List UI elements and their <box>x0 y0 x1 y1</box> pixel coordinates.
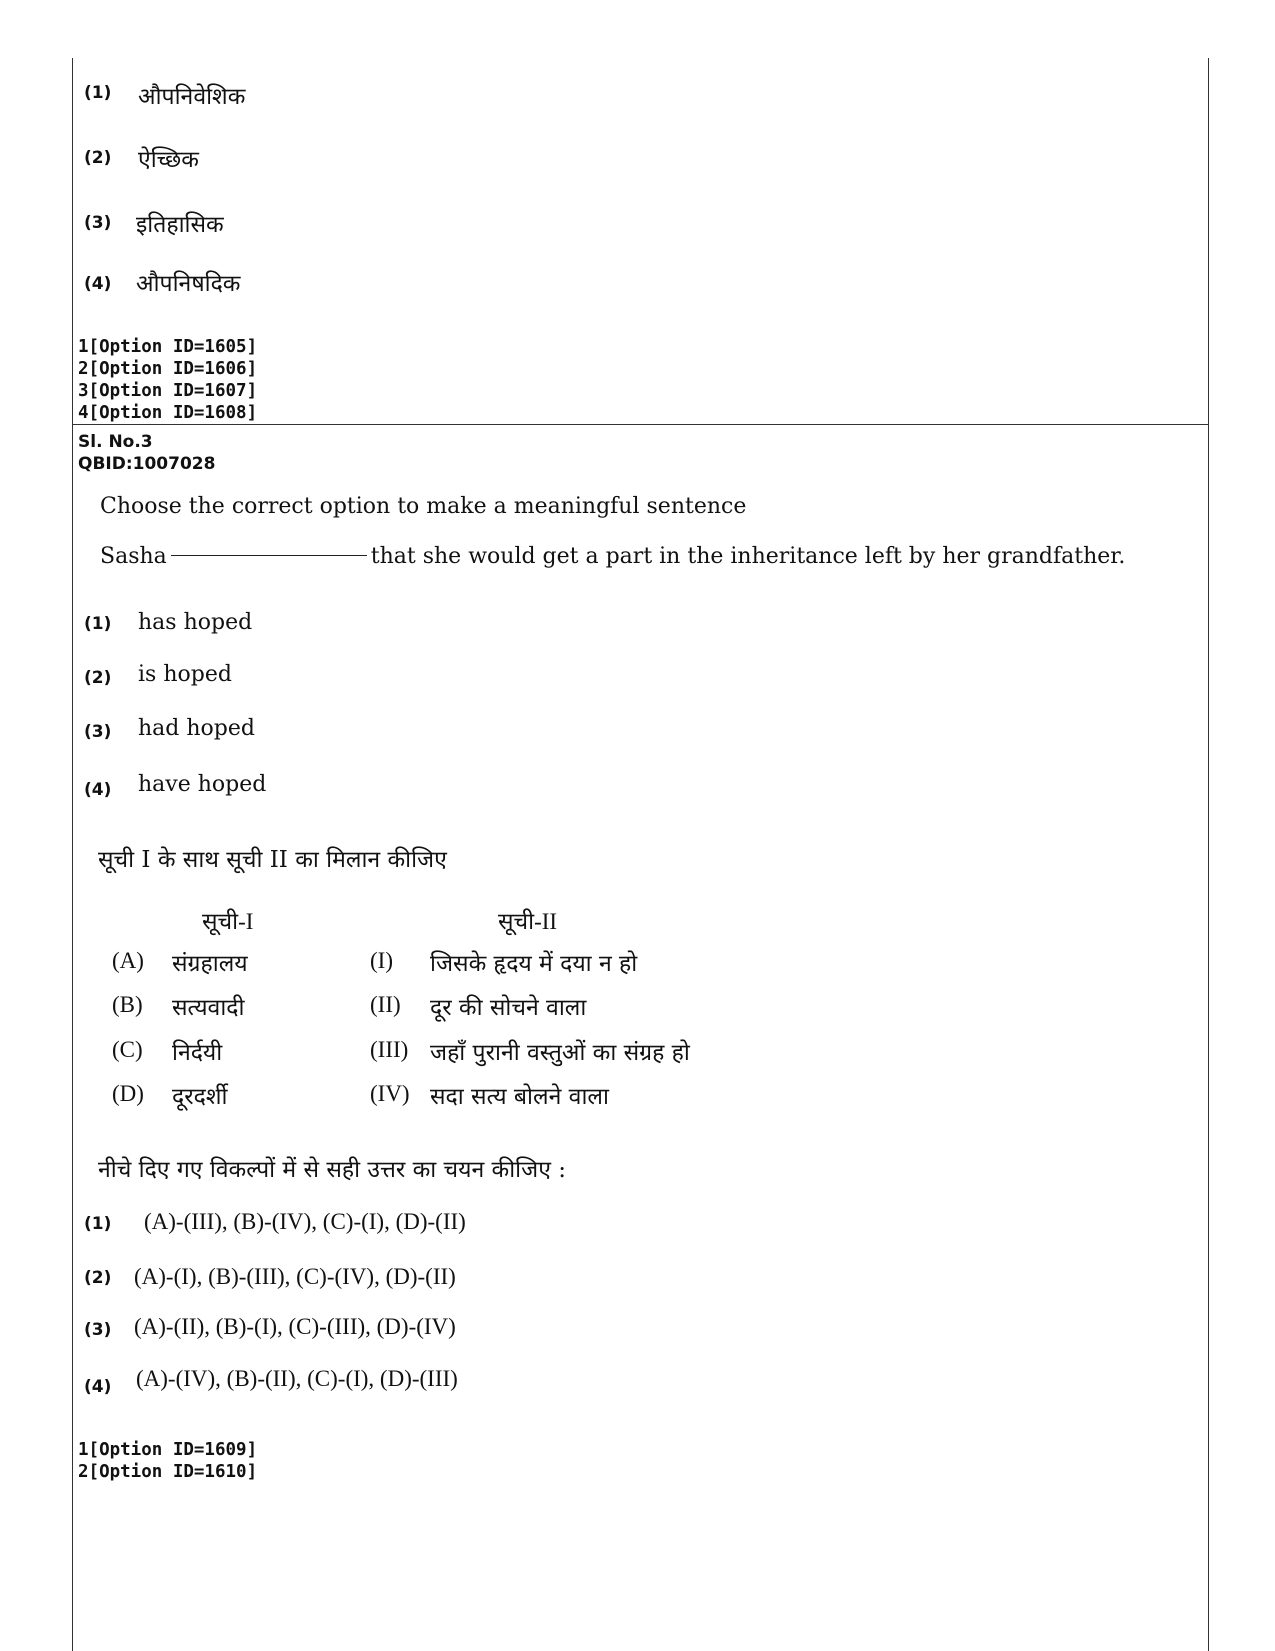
prev-option-ids <box>78 336 257 424</box>
option-text: have hoped <box>138 772 267 797</box>
list2-item: जहाँ पुरानी वस्तुओं का संग्रह हो <box>430 1040 690 1066</box>
option-number: (3) <box>84 722 112 742</box>
list1-item: दूरदर्शी <box>172 1084 228 1110</box>
option-id: 1[Option ID=1609] <box>78 1440 258 1460</box>
list1-item: निर्दयी <box>172 1040 223 1066</box>
option-text: (A)-(I), (B)-(III), (C)-(IV), (D)-(II) <box>134 1264 456 1289</box>
list1-label: (C) <box>112 1037 143 1062</box>
option-text: ऐच्छिक <box>138 147 199 173</box>
match-option-ids <box>78 1439 257 1483</box>
list2-label: (IV) <box>370 1081 410 1106</box>
option-text: is hoped <box>138 662 232 687</box>
question-sentence <box>100 544 1125 569</box>
option-number: (1) <box>84 83 112 103</box>
choose-instruction: नीचे दिए गए विकल्पों में से सही उत्तर का चयन कीजिए : <box>98 1157 566 1183</box>
list2-item: दूर की सोचने वाला <box>430 995 587 1021</box>
list2-label: (II) <box>370 992 401 1017</box>
option-id: 2[Option ID=1610] <box>78 1462 258 1482</box>
list1-label: (B) <box>112 992 143 1017</box>
option-number: (2) <box>84 148 112 168</box>
list2-header: सूची-II <box>498 909 558 934</box>
option-number: (1) <box>84 1214 112 1234</box>
qbid: QBID:1007028 <box>78 454 216 474</box>
option-id: 1[Option ID=1605] <box>78 337 258 357</box>
option-text: (A)-(II), (B)-(I), (C)-(III), (D)-(IV) <box>134 1314 456 1339</box>
list1-header: सूची-I <box>202 909 254 934</box>
option-text: has hoped <box>138 610 253 635</box>
option-text: (A)-(IV), (B)-(II), (C)-(I), (D)-(III) <box>136 1366 458 1391</box>
option-number: (2) <box>84 1268 112 1288</box>
sentence-blank <box>171 555 367 556</box>
option-id: 2[Option ID=1606] <box>78 359 258 379</box>
question-meta <box>78 431 215 475</box>
option-number: (4) <box>84 274 112 294</box>
sl-no: Sl. No.3 <box>78 432 153 452</box>
match-instruction: सूची I के साथ सूची II का मिलान कीजिए <box>98 847 447 873</box>
list2-label: (III) <box>370 1037 409 1062</box>
question-divider <box>72 424 1209 425</box>
option-text: इतिहासिक <box>136 212 224 238</box>
option-number: (1) <box>84 614 112 634</box>
option-text: had hoped <box>138 716 255 741</box>
list1-item: सत्यवादी <box>172 995 245 1021</box>
option-text: औपनिवेशिक <box>138 84 246 110</box>
list1-label: (A) <box>112 948 144 973</box>
question-prompt: Choose the correct option to make a meaningful sentence <box>100 494 747 519</box>
option-number: (3) <box>84 213 112 233</box>
left-border <box>72 58 73 1651</box>
option-number: (4) <box>84 780 112 800</box>
option-number: (2) <box>84 668 112 688</box>
option-id: 3[Option ID=1607] <box>78 381 258 401</box>
list2-item: सदा सत्य बोलने वाला <box>430 1084 609 1110</box>
sentence-end: that she would get a part in the inheritance left by her grandfather. <box>370 544 1126 569</box>
list2-item: जिसके हृदय में दया न हो <box>430 951 638 977</box>
option-text: (A)-(III), (B)-(IV), (C)-(I), (D)-(II) <box>144 1209 466 1234</box>
sentence-start: Sasha <box>100 544 167 569</box>
option-text: औपनिषदिक <box>136 271 241 297</box>
right-border <box>1208 58 1209 1651</box>
list2-label: (I) <box>370 948 393 973</box>
option-id: 4[Option ID=1608] <box>78 403 258 423</box>
option-number: (4) <box>84 1377 112 1397</box>
option-number: (3) <box>84 1320 112 1340</box>
list1-label: (D) <box>112 1081 144 1106</box>
list1-item: संग्रहालय <box>172 951 248 977</box>
